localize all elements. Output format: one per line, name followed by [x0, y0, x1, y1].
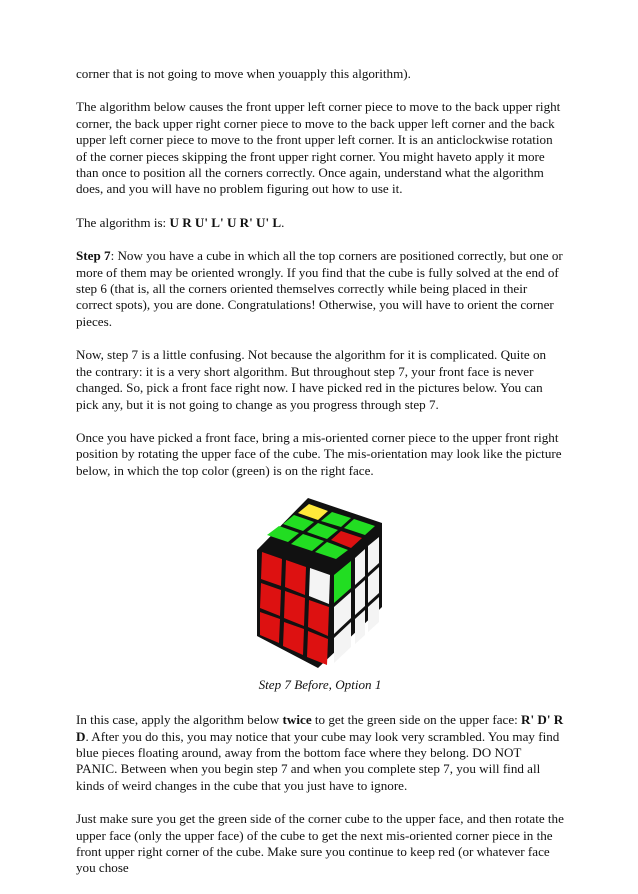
cube-figure [76, 496, 564, 674]
paragraph-front-face: Now, step 7 is a little confusing. Not because the algorithm for it is complicated. Quite on the contrary: it is a very short algorithm. But throughout step 7, your front face is never changed. So, pick a front face right now. I have picked red in the pictures below. You can pick any, but it is not going to change as you progress through step 7. [76, 347, 547, 412]
paragraph-algorithm-description: The algorithm below causes the front upper left corner piece to move to the back upper right corner, the back upper right corner piece to move to the back upper left corner and the back upper left corner piece to move to the front upper left corner. It is an anticlockwise rotation of the corner pieces skipping the front upper right corner. You might haveto apply it more than once to position all the corners correctly. Once again, understand what the algorithm does, and you will have no problem figuring out how to use it. [76, 99, 561, 197]
step-7-text: : Now you have a cube in which all the top corners are positioned correctly, but one or more of them may be oriented wrongly. If you find that the cube is fully solved at the end of step 6 (that is, all the corners oriented themselves correctly while being placed in their correct spots), you are done. Congratulations! Otherwise, you will have to orient the corner pieces. [76, 248, 563, 329]
rubiks-cube-image [254, 496, 386, 672]
algorithm-suffix: . [281, 214, 285, 230]
paragraph-apply-twice [76, 712, 564, 794]
algorithm-rdrd: R' D' R D [76, 712, 564, 744]
algorithm-notation: U R U' L' U R' U' L [169, 214, 282, 230]
text-segment: to get the green side on the upper face: [311, 712, 522, 728]
paragraph-algorithm [76, 215, 564, 231]
twice-emphasis: twice [282, 712, 312, 728]
paragraph-misoriented: Once you have picked a front face, bring a mis-oriented corner piece to the upper front right position by rotating the upper face of the cube. The mis-orientation may look like the picture below, in which the top color (green) is on the right face. [76, 429, 562, 478]
paragraph-green-side: Just make sure you get the green side of the corner cube to the upper face, and then rotate the upper face (only the upper face) of the cube to get the next mis-oriented corner piece in the front upper right corner of the cube. Make sure you continue to keep red (or whatever face you chose [76, 811, 564, 876]
paragraph-step-7 [76, 248, 564, 330]
step-7-label: Step 7 [76, 248, 111, 264]
figure-caption: Step 7 Before, Option 1 [258, 677, 382, 693]
text-segment: . After you do this, you may notice that your cube may look very scrambled. You may find blue pieces floating around, away from the bottom face where they belong. DO NOT PANIC. Between when you begin step 7 and when you complete step 7, you will find all kinds of weird changes in the cube that you just have to ignore. [76, 728, 560, 793]
text-segment: In this case, apply the algorithm below [76, 712, 283, 728]
paragraph-continuation: corner that is not going to move when youapply this algorithm). [76, 66, 411, 81]
algorithm-prefix: The algorithm is: [76, 214, 170, 230]
document-page [76, 66, 564, 894]
